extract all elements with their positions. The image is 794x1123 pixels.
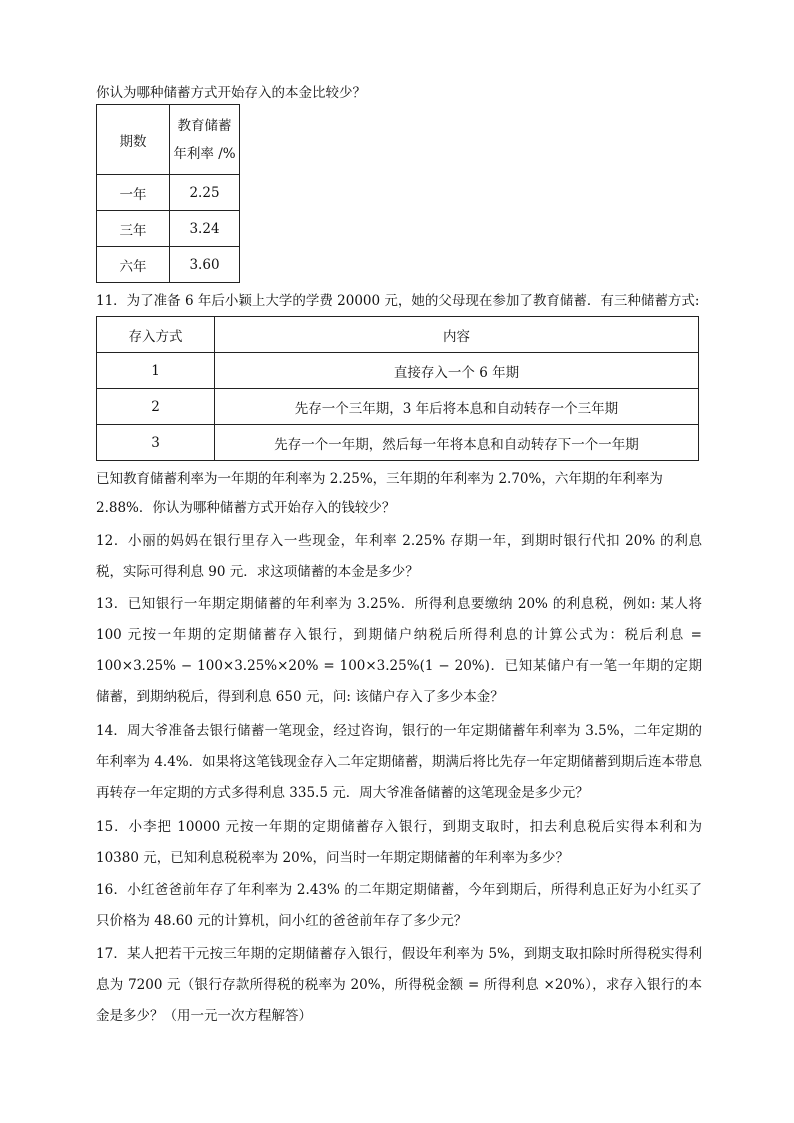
- q11-text: 11．为了准备 6 年后小颖上大学的学费 20000 元，她的父母现在参加了教育储蓄．有三种储蓄方式:: [96, 293, 700, 309]
- rate-table-period: 一年: [97, 175, 170, 211]
- rate-table-period: 三年: [97, 211, 170, 247]
- rate-table-header-rate-line1: 教育储蓄: [177, 117, 232, 134]
- rate-table-rate: 3.24: [170, 211, 240, 247]
- q17-paragraph: 17．某人把若干元按三年期的定期储蓄存入银行，假设年利率为 5%，到期支取扣除时所得税实得利息为 7200 元（银行存款所得税的税率为 20%，所得税金额 = 所得利息 ×20%），求存入银行的本金是多少？（用一元一次方程解答）: [96, 946, 702, 1024]
- q14-paragraph: 14．周大爷准备去银行储蓄一笔现金，经过咨询，银行的一年定期储蓄年利率为 3.5%，二年定期的年利率为 4.4%．如果将这笔钱现金存入二年定期储蓄，期满后将比先存一年定期储蓄到期后连本带息再转存一年定期的方式多得利息 335.5 元．周大爷准备储蓄的这笔现金是多少元？: [96, 723, 702, 801]
- method-table: [96, 316, 699, 461]
- q15-paragraph: 15．小李把 10000 元按一年期的定期储蓄存入银行，到期支取时，扣去利息税后实得本利和为 10380 元，已知利息税税率为 20%，问当时一年期定期储蓄的年利率为多少？: [96, 819, 702, 866]
- q11-after-line2: 2.88%．你认为哪种储蓄方式开始存入的钱较少？: [96, 500, 396, 516]
- q13-paragraph: 13．已知银行一年期定期储蓄的年利率为 3.25%．所得利息要缴纳 20% 的利息税，例如: 某人将 100 元按一年期的定期储蓄存入银行，到期储户纳税后所得利息的计算公式为：税后利息 = 100×3.25% − 100×3.25%×20% = 100×3.25%(1 − 20%)．已知某储户有一笔一年期的定期储蓄，到期纳税后，得到利息 650 元，问: 该储户存入了多少本金？: [96, 596, 702, 705]
- rate-table-rate: 2.25: [170, 175, 240, 211]
- rate-table-header-rate-line2: 年利率 /%: [173, 145, 236, 162]
- rate-table-rate: 3.60: [170, 247, 240, 283]
- method-table-method: 3: [97, 425, 215, 461]
- method-table-content: 直接存入一个 6 年期: [215, 353, 699, 389]
- method-table-content: 先存一个一年期，然后每一年将本息和自动转存下一个一年期: [215, 425, 699, 461]
- rate-table-header-period: 期数: [97, 105, 170, 175]
- rate-table-period: 六年: [97, 247, 170, 283]
- q12-paragraph: 12．小丽的妈妈在银行里存入一些现金，年利率 2.25% 存期一年，到期时银行代扣 20% 的利息税，实际可得利息 90 元．求这项储蓄的本金是多少？: [96, 533, 702, 580]
- rate-table: [96, 104, 240, 283]
- method-table-method: 2: [97, 389, 215, 425]
- q16-paragraph: 16．小红爸爸前年存了年利率为 2.43% 的二年期定期储蓄，今年到期后，所得利息正好为小红买了只价格为 48.60 元的计算机，问小红的爸爸前年存了多少元？: [96, 882, 702, 929]
- rate-table-header-rate: [170, 105, 240, 175]
- method-table-header-content: 内容: [215, 317, 699, 353]
- method-table-header-method: 存入方式: [97, 317, 215, 353]
- intro-question: 你认为哪种储蓄方式开始存入的本金比较少？: [96, 85, 366, 101]
- method-table-content: 先存一个三年期，3 年后将本息和自动转存一个三年期: [215, 389, 699, 425]
- method-table-method: 1: [97, 353, 215, 389]
- q11-after-line1: 已知教育储蓄利率为一年期的年利率为 2.25%，三年期的年利率为 2.70%，六年期的年利率为: [96, 471, 663, 487]
